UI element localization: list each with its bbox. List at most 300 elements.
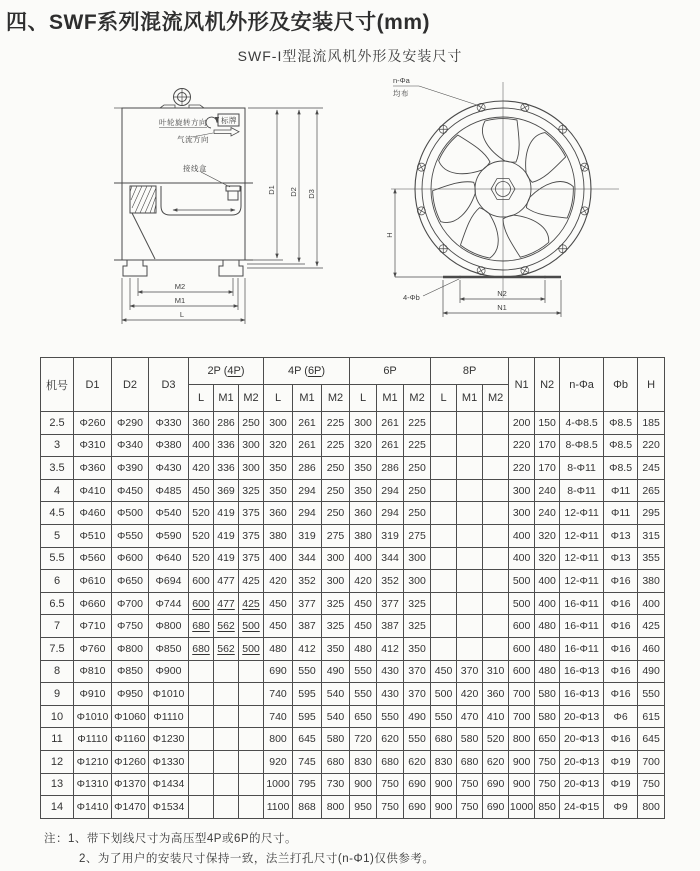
table-cell: 900 — [431, 796, 457, 819]
table-row — [41, 524, 665, 547]
table-cell: Φ485 — [149, 479, 189, 502]
table-cell: Φ1330 — [149, 750, 189, 773]
table-cell: 325 — [404, 592, 431, 615]
table-row — [41, 660, 665, 683]
table-cell — [239, 796, 264, 819]
table-cell: 387 — [377, 615, 404, 638]
dim-m1-label: M1 — [174, 296, 186, 305]
table-cell: 500 — [431, 683, 457, 706]
table-cell: Φ450 — [112, 479, 149, 502]
sub-header-l: L — [264, 385, 293, 412]
table-cell: 344 — [293, 547, 322, 570]
table-cell: Φ16 — [604, 570, 638, 593]
table-cell — [189, 728, 214, 751]
table-cell: 300 — [239, 434, 264, 457]
table-cell: 3 — [41, 434, 74, 457]
table-cell — [431, 615, 457, 638]
table-cell: 500 — [509, 592, 535, 615]
table-cell: 350 — [350, 457, 377, 480]
table-cell: Φ19 — [604, 773, 638, 796]
table-cell: 480 — [535, 615, 560, 638]
table-cell: Φ13 — [604, 547, 638, 570]
table-cell: 900 — [431, 773, 457, 796]
table-cell: 740 — [264, 705, 293, 728]
table-cell: 20-Φ13 — [560, 750, 604, 773]
table-cell: 480 — [535, 637, 560, 660]
table-cell: Φ430 — [149, 457, 189, 480]
table-cell: 580 — [535, 705, 560, 728]
table-cell: Φ11 — [604, 479, 638, 502]
table-cell: 360 — [350, 502, 377, 525]
table-cell: Φ1434 — [149, 773, 189, 796]
table-cell: Φ590 — [149, 524, 189, 547]
table-row — [41, 457, 665, 480]
table-cell — [214, 660, 239, 683]
table-cell: Φ1060 — [112, 705, 149, 728]
table-cell: 425 — [239, 592, 264, 615]
table-cell: 690 — [483, 796, 509, 819]
table-cell — [431, 457, 457, 480]
table-cell: 540 — [322, 683, 350, 706]
table-cell: 300 — [350, 412, 377, 435]
table-cell: 595 — [293, 705, 322, 728]
table-cell: 550 — [350, 660, 377, 683]
table-cell: 7 — [41, 615, 74, 638]
table-cell: Φ1534 — [149, 796, 189, 819]
table-cell: 300 — [509, 479, 535, 502]
table-cell: 360 — [264, 502, 293, 525]
table-cell: 8-Φ11 — [560, 479, 604, 502]
table-cell: 690 — [404, 796, 431, 819]
table-cell: Φ540 — [149, 502, 189, 525]
table-cell: 387 — [293, 615, 322, 638]
table-cell: 650 — [535, 728, 560, 751]
table-cell: 830 — [350, 750, 377, 773]
table-cell: 460 — [638, 637, 665, 660]
table-cell — [214, 796, 239, 819]
table-cell: 295 — [638, 502, 665, 525]
table-cell: Φ1310 — [74, 773, 112, 796]
table-cell: 200 — [509, 412, 535, 435]
table-cell — [239, 728, 264, 751]
table-cell: 240 — [535, 479, 560, 502]
table-row — [41, 615, 665, 638]
table-cell — [483, 524, 509, 547]
table-cell: Φ340 — [112, 434, 149, 457]
table-cell: 350 — [404, 637, 431, 660]
table-cell: 562 — [214, 637, 239, 660]
dimensions-table — [40, 357, 665, 819]
table-cell — [483, 592, 509, 615]
table-cell: 369 — [214, 479, 239, 502]
table-cell: 220 — [509, 457, 535, 480]
table-cell: 325 — [322, 592, 350, 615]
table-cell — [214, 773, 239, 796]
table-cell: 420 — [457, 683, 483, 706]
table-cell: 420 — [350, 570, 377, 593]
table-cell: 450 — [350, 615, 377, 638]
table-cell: 600 — [509, 660, 535, 683]
table-cell: 245 — [638, 457, 665, 480]
table-cell: 800 — [509, 728, 535, 751]
table-cell: 490 — [404, 705, 431, 728]
table-row — [41, 434, 665, 457]
table-cell — [431, 524, 457, 547]
table-cell: 450 — [350, 592, 377, 615]
table-cell: Φ260 — [74, 412, 112, 435]
table-cell: 800 — [638, 796, 665, 819]
table-cell: 425 — [638, 615, 665, 638]
table-cell: Φ360 — [74, 457, 112, 480]
table-cell: 795 — [293, 773, 322, 796]
table-cell: 300 — [264, 412, 293, 435]
table-cell: 319 — [293, 524, 322, 547]
table-cell: 470 — [457, 705, 483, 728]
sub-header-m2: M2 — [239, 385, 264, 412]
table-row — [41, 796, 665, 819]
table-row — [41, 412, 665, 435]
table-cell: 20-Φ13 — [560, 728, 604, 751]
dim-d1-label: D1 — [267, 185, 276, 195]
table-cell: 750 — [535, 773, 560, 796]
table-cell: 750 — [377, 796, 404, 819]
notes — [44, 829, 434, 869]
table-cell: 6 — [41, 570, 74, 593]
table-cell: 352 — [377, 570, 404, 593]
table-cell — [483, 412, 509, 435]
table-cell: Φ8.5 — [604, 412, 638, 435]
table-cell: 480 — [535, 660, 560, 683]
table-cell: 477 — [214, 570, 239, 593]
table-cell: 500 — [239, 637, 264, 660]
table-cell — [483, 479, 509, 502]
table-cell: 680 — [322, 750, 350, 773]
table-cell: Φ16 — [604, 728, 638, 751]
table-cell: 16-Φ13 — [560, 683, 604, 706]
table-cell: 261 — [293, 412, 322, 435]
table-cell: 370 — [404, 683, 431, 706]
flange-holes-label: n-Φa — [393, 76, 410, 85]
table-cell: Φ1470 — [112, 796, 149, 819]
table-cell: 550 — [638, 683, 665, 706]
table-cell: 261 — [377, 412, 404, 435]
table-cell: 286 — [293, 457, 322, 480]
table-cell: 400 — [350, 547, 377, 570]
table-cell: 830 — [431, 750, 457, 773]
table-cell: Φ950 — [112, 683, 149, 706]
base-holes-label: 4-Φb — [403, 293, 420, 302]
table-cell: 400 — [264, 547, 293, 570]
table-row — [41, 502, 665, 525]
sub-header-m1: M1 — [214, 385, 239, 412]
table-cell: 344 — [377, 547, 404, 570]
table-cell: 294 — [293, 479, 322, 502]
table-cell: 5.5 — [41, 547, 74, 570]
table-cell: 294 — [293, 502, 322, 525]
col-header-nfa: n-Φa — [560, 358, 604, 412]
table-cell — [457, 412, 483, 435]
table-cell: 420 — [264, 570, 293, 593]
table-cell: 740 — [264, 683, 293, 706]
table-cell: 220 — [638, 434, 665, 457]
table-cell: 520 — [189, 524, 214, 547]
table-cell: 412 — [293, 637, 322, 660]
table-cell: 225 — [404, 434, 431, 457]
table-cell: 419 — [214, 547, 239, 570]
table-cell: 350 — [264, 479, 293, 502]
table-cell: 20-Φ13 — [560, 773, 604, 796]
table-cell: 745 — [293, 750, 322, 773]
table-cell: 1100 — [264, 796, 293, 819]
table-cell: 24-Φ15 — [560, 796, 604, 819]
table-cell: 250 — [322, 457, 350, 480]
table-cell: Φ660 — [74, 592, 112, 615]
table-cell: 1000 — [264, 773, 293, 796]
table-cell: 4-Φ8.5 — [560, 412, 604, 435]
table-cell — [431, 637, 457, 660]
table-cell — [457, 524, 483, 547]
table-cell: Φ410 — [74, 479, 112, 502]
table-cell: 1000 — [509, 796, 535, 819]
table-cell: Φ390 — [112, 457, 149, 480]
table-cell: 690 — [483, 773, 509, 796]
table-cell: 490 — [322, 660, 350, 683]
table-cell: Φ1160 — [112, 728, 149, 751]
table-cell: 690 — [264, 660, 293, 683]
table-cell: 550 — [377, 705, 404, 728]
table-cell — [214, 683, 239, 706]
table-cell: 562 — [214, 615, 239, 638]
table-cell: 225 — [404, 412, 431, 435]
table-row — [41, 479, 665, 502]
sub-header-l: L — [350, 385, 377, 412]
table-cell — [483, 570, 509, 593]
table-row — [41, 547, 665, 570]
table-cell: Φ1230 — [149, 728, 189, 751]
table-cell: 5 — [41, 524, 74, 547]
table-cell: 261 — [293, 434, 322, 457]
table-cell: 240 — [535, 502, 560, 525]
table-cell: Φ1110 — [74, 728, 112, 751]
table-cell: Φ8.5 — [604, 457, 638, 480]
sub-header-m2: M2 — [404, 385, 431, 412]
table-cell: 700 — [509, 683, 535, 706]
table-cell: 250 — [404, 502, 431, 525]
table-cell: 450 — [189, 479, 214, 502]
table-cell: Φ500 — [112, 502, 149, 525]
table-cell: 490 — [638, 660, 665, 683]
sub-header-m1: M1 — [457, 385, 483, 412]
table-cell: 300 — [322, 547, 350, 570]
table-cell: 680 — [377, 750, 404, 773]
table-cell: 419 — [214, 502, 239, 525]
sub-header-m2: M2 — [483, 385, 509, 412]
dim-h-label: H — [385, 232, 394, 238]
table-cell: Φ694 — [149, 570, 189, 593]
table-cell — [239, 773, 264, 796]
table-cell — [239, 705, 264, 728]
table-cell: 12-Φ11 — [560, 502, 604, 525]
table-cell: 320 — [350, 434, 377, 457]
table-cell — [457, 592, 483, 615]
table-cell: 8 — [41, 660, 74, 683]
table-cell: 750 — [457, 796, 483, 819]
table-cell: Φ19 — [604, 750, 638, 773]
table-cell: 615 — [638, 705, 665, 728]
table-body — [41, 412, 665, 819]
table-cell: Φ850 — [112, 660, 149, 683]
col-header-h: H — [638, 358, 665, 412]
table-cell — [189, 773, 214, 796]
table-cell: 12-Φ11 — [560, 547, 604, 570]
table-cell — [483, 457, 509, 480]
table-cell — [189, 660, 214, 683]
table-cell — [483, 637, 509, 660]
table-cell — [239, 683, 264, 706]
airflow-direction-label: 气流方向 — [177, 135, 209, 144]
table-cell — [189, 705, 214, 728]
table-cell: Φ460 — [74, 502, 112, 525]
table-cell: 720 — [350, 728, 377, 751]
table-cell — [457, 547, 483, 570]
table-cell: 170 — [535, 457, 560, 480]
table-cell: 500 — [509, 570, 535, 593]
table-cell — [457, 637, 483, 660]
figure-subtitle: SWF-I型混流风机外形及安装尺寸 — [237, 48, 463, 64]
table-cell: 550 — [293, 660, 322, 683]
table-cell: 680 — [189, 615, 214, 638]
table-cell: 4 — [41, 479, 74, 502]
table-cell: Φ700 — [112, 592, 149, 615]
table-cell: Φ610 — [74, 570, 112, 593]
table-cell: Φ560 — [74, 547, 112, 570]
table-cell: 377 — [293, 592, 322, 615]
table-cell: 6.5 — [41, 592, 74, 615]
table-cell — [457, 457, 483, 480]
table-cell: Φ710 — [74, 615, 112, 638]
sub-header-l: L — [431, 385, 457, 412]
table-cell: 265 — [638, 479, 665, 502]
table-cell: Φ330 — [149, 412, 189, 435]
table-cell: 9 — [41, 683, 74, 706]
dim-n1-label: N1 — [497, 303, 507, 312]
table-cell — [431, 547, 457, 570]
table-cell: 400 — [535, 592, 560, 615]
table-cell: 680 — [189, 637, 214, 660]
table-cell: 300 — [509, 502, 535, 525]
table-cell — [457, 434, 483, 457]
table-row — [41, 750, 665, 773]
table-cell: Φ1010 — [74, 705, 112, 728]
table-cell — [431, 434, 457, 457]
table-cell — [431, 479, 457, 502]
table-cell: 800 — [264, 728, 293, 751]
table-cell: 13 — [41, 773, 74, 796]
table-cell: 310 — [483, 660, 509, 683]
table-cell — [457, 615, 483, 638]
table-cell: 750 — [457, 773, 483, 796]
table-cell: 170 — [535, 434, 560, 457]
table-cell: 320 — [535, 547, 560, 570]
table-cell — [483, 502, 509, 525]
table-cell: 600 — [509, 615, 535, 638]
table-cell: Φ510 — [74, 524, 112, 547]
table-cell: 550 — [350, 683, 377, 706]
table-cell: 320 — [535, 524, 560, 547]
table-cell — [483, 434, 509, 457]
dim-d3-label: D3 — [307, 189, 316, 199]
col-group-8p: 8P — [431, 358, 509, 385]
table-cell: 300 — [322, 570, 350, 593]
table-cell: 12-Φ11 — [560, 570, 604, 593]
table-cell: 150 — [535, 412, 560, 435]
table-cell — [189, 796, 214, 819]
side-view-drawing — [85, 80, 337, 338]
table-cell: 375 — [239, 502, 264, 525]
table-cell: 620 — [404, 750, 431, 773]
table-cell: Φ640 — [149, 547, 189, 570]
table-cell — [431, 502, 457, 525]
table-cell: Φ800 — [149, 615, 189, 638]
table-cell: 250 — [322, 502, 350, 525]
table-cell: 680 — [457, 750, 483, 773]
table-cell: 850 — [535, 796, 560, 819]
table-cell — [457, 479, 483, 502]
table-cell: Φ9 — [604, 796, 638, 819]
table-cell: 480 — [264, 637, 293, 660]
table-cell: Φ744 — [149, 592, 189, 615]
table-cell: 410 — [483, 705, 509, 728]
table-cell: 425 — [239, 570, 264, 593]
col-header-d3: D3 — [149, 358, 189, 412]
table-cell: Φ290 — [112, 412, 149, 435]
table-cell: 800 — [322, 796, 350, 819]
table-cell: Φ1410 — [74, 796, 112, 819]
table-row — [41, 773, 665, 796]
table-cell: 336 — [214, 457, 239, 480]
table-cell: 225 — [322, 434, 350, 457]
table-cell: 300 — [239, 457, 264, 480]
table-cell: 261 — [377, 434, 404, 457]
table-cell: Φ11 — [604, 502, 638, 525]
table-cell: 430 — [377, 660, 404, 683]
table-cell: 8-Φ11 — [560, 457, 604, 480]
table-cell: 286 — [377, 457, 404, 480]
table-row — [41, 592, 665, 615]
table-cell: 700 — [509, 705, 535, 728]
table-cell: 400 — [509, 547, 535, 570]
note-line-2: 2、为了用户的安装尺寸保持一致，法兰打孔尺寸(n-Φ1)仅供参考。 — [79, 853, 435, 865]
table-cell: Φ750 — [112, 615, 149, 638]
table-cell — [457, 502, 483, 525]
table-cell — [483, 547, 509, 570]
table-cell: 350 — [350, 479, 377, 502]
table-cell: 360 — [483, 683, 509, 706]
table-cell: 690 — [404, 773, 431, 796]
table-cell: 16-Φ11 — [560, 615, 604, 638]
table-cell: Φ16 — [604, 615, 638, 638]
table-cell: 320 — [264, 434, 293, 457]
junction-box-label: 接线盒 — [183, 164, 207, 173]
table-cell: Φ8.5 — [604, 434, 638, 457]
table-cell: 620 — [483, 750, 509, 773]
table-cell: Φ6 — [604, 705, 638, 728]
col-header-n1: N1 — [509, 358, 535, 412]
table-cell: 336 — [214, 434, 239, 457]
col-header-d2: D2 — [112, 358, 149, 412]
table-cell: 400 — [638, 592, 665, 615]
table-cell: 8-Φ8.5 — [560, 434, 604, 457]
